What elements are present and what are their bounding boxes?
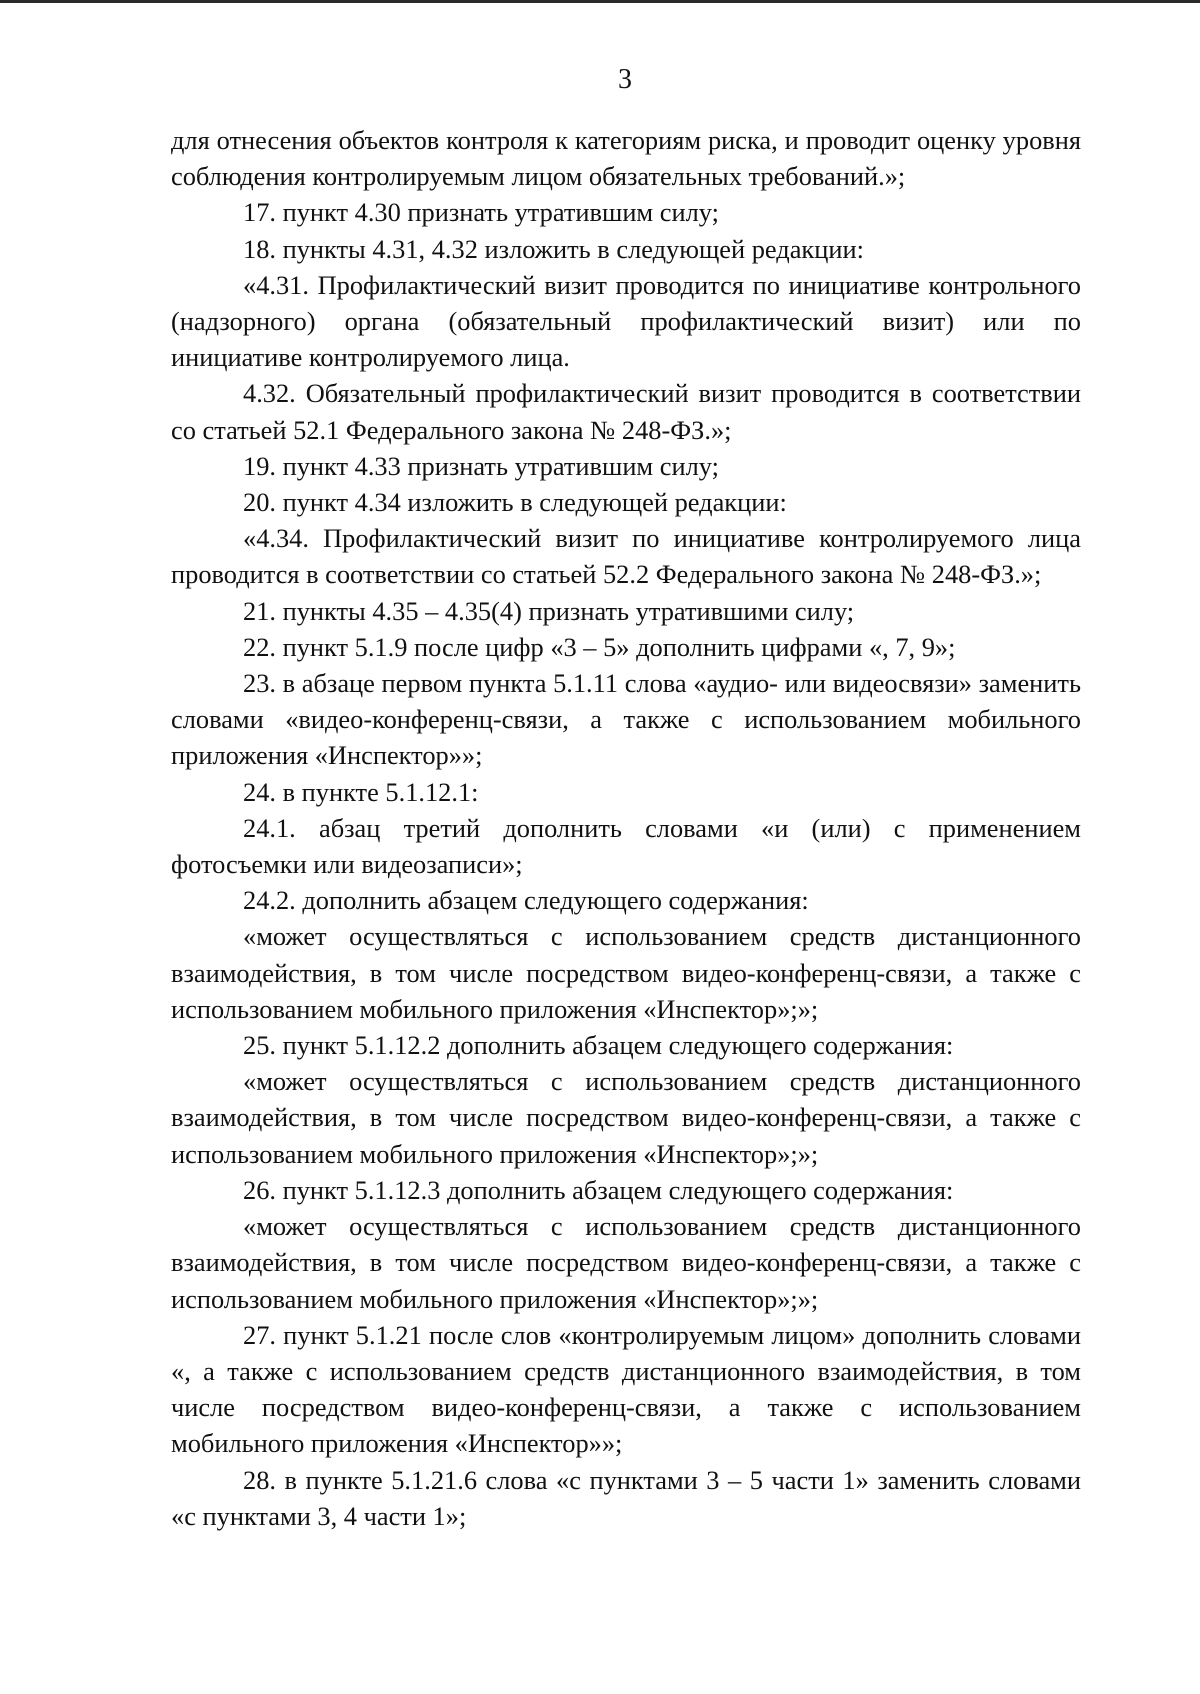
paragraph-item-18: 18. пункты 4.31, 4.32 изложить в следующей редакции: xyxy=(243,233,864,264)
paragraph-item-25: 25. пункт 5.1.12.2 дополнить абзацем следующего содержания: xyxy=(243,1030,954,1061)
paragraph-item-24: 24. в пункте 5.1.12.1: xyxy=(243,776,479,807)
paragraph-quote-25: «может осуществляться с использованием средств дистанционного взаимодействия, в том числе посредством видео-конференц-связи, а также с использованием мобильного приложения «Инспектор»;»; xyxy=(171,1066,1081,1169)
paragraph-quote-26: «может осуществляться с использованием средств дистанционного взаимодействия, в том числе посредством видео-конференц-связи, а также с использованием мобильного приложения «Инспектор»;»; xyxy=(171,1211,1081,1314)
page-top-edge xyxy=(0,0,1200,3)
paragraph-item-28: 28. в пункте 5.1.21.6 слова «с пунктами 3 – 5 части 1» заменить словами «с пунктами 3, 4 части 1»; xyxy=(171,1464,1081,1531)
paragraph-quote-24-2: «может осуществляться с использованием средств дистанционного взаимодействия, в том числе посредством видео-конференц-связи, а также с использованием мобильного приложения «Инспектор»;»; xyxy=(171,921,1081,1024)
paragraph-item-22: 22. пункт 5.1.9 после цифр «3 – 5» дополнить цифрами «, 7, 9»; xyxy=(243,631,956,662)
paragraph-item-26: 26. пункт 5.1.12.3 дополнить абзацем следующего содержания: xyxy=(243,1174,954,1205)
paragraph-quote-4-31: «4.31. Профилактический визит проводится по инициативе контрольного (надзорного) органа (обязательный профилактический визит) или по инициативе контролируемого лица. xyxy=(171,269,1081,373)
paragraph-item-24-1: 24.1. абзац третий дополнить словами «и (или) с применением фотосъемки или видеозаписи»; xyxy=(171,812,1081,880)
paragraph-item-20: 20. пункт 4.34 изложить в следующей редакции: xyxy=(243,487,787,518)
paragraph-item-23: 23. в абзаце первом пункта 5.1.11 слова «аудио- или видеосвязи» заменить словами «видео-конференц-связи, а также с использованием мобильного приложения «Инспектор»»; xyxy=(171,668,1081,771)
paragraph-quote-4-34: «4.34. Профилактический визит по инициативе контролируемого лица проводится в соответствии со статьей 52.2 Федерального закона № 248-ФЗ.»; xyxy=(171,523,1081,590)
page-number: 3 xyxy=(618,64,632,95)
paragraph-item-27: 27. пункт 5.1.21 после слов «контролируемым лицом» дополнить словами «, а также с использованием средств дистанционного взаимодействия, в том числе посредством видео-конференц-связи, а также с использованием мобильного приложения «Инспектор»»; xyxy=(171,1319,1081,1459)
paragraph-item-17: 17. пункт 4.30 признать утратившим силу; xyxy=(243,197,719,228)
paragraph-quote-4-32: 4.32. Обязательный профилактический визит проводится в соответствии со статьей 52.1 Федерального закона № 248-ФЗ.»; xyxy=(171,378,1081,445)
paragraph-continuation: для отнесения объектов контроля к категориям риска, и проводит оценку уровня соблюдения контролируемым лицом обязательных требований.»; xyxy=(171,125,1081,192)
paragraph-item-21: 21. пункты 4.35 – 4.35(4) признать утратившими силу; xyxy=(243,595,855,626)
document-body xyxy=(171,122,1081,1534)
paragraph-item-19: 19. пункт 4.33 признать утратившим силу; xyxy=(243,450,719,481)
paragraph-item-24-2: 24.2. дополнить абзацем следующего содержания: xyxy=(243,885,809,916)
